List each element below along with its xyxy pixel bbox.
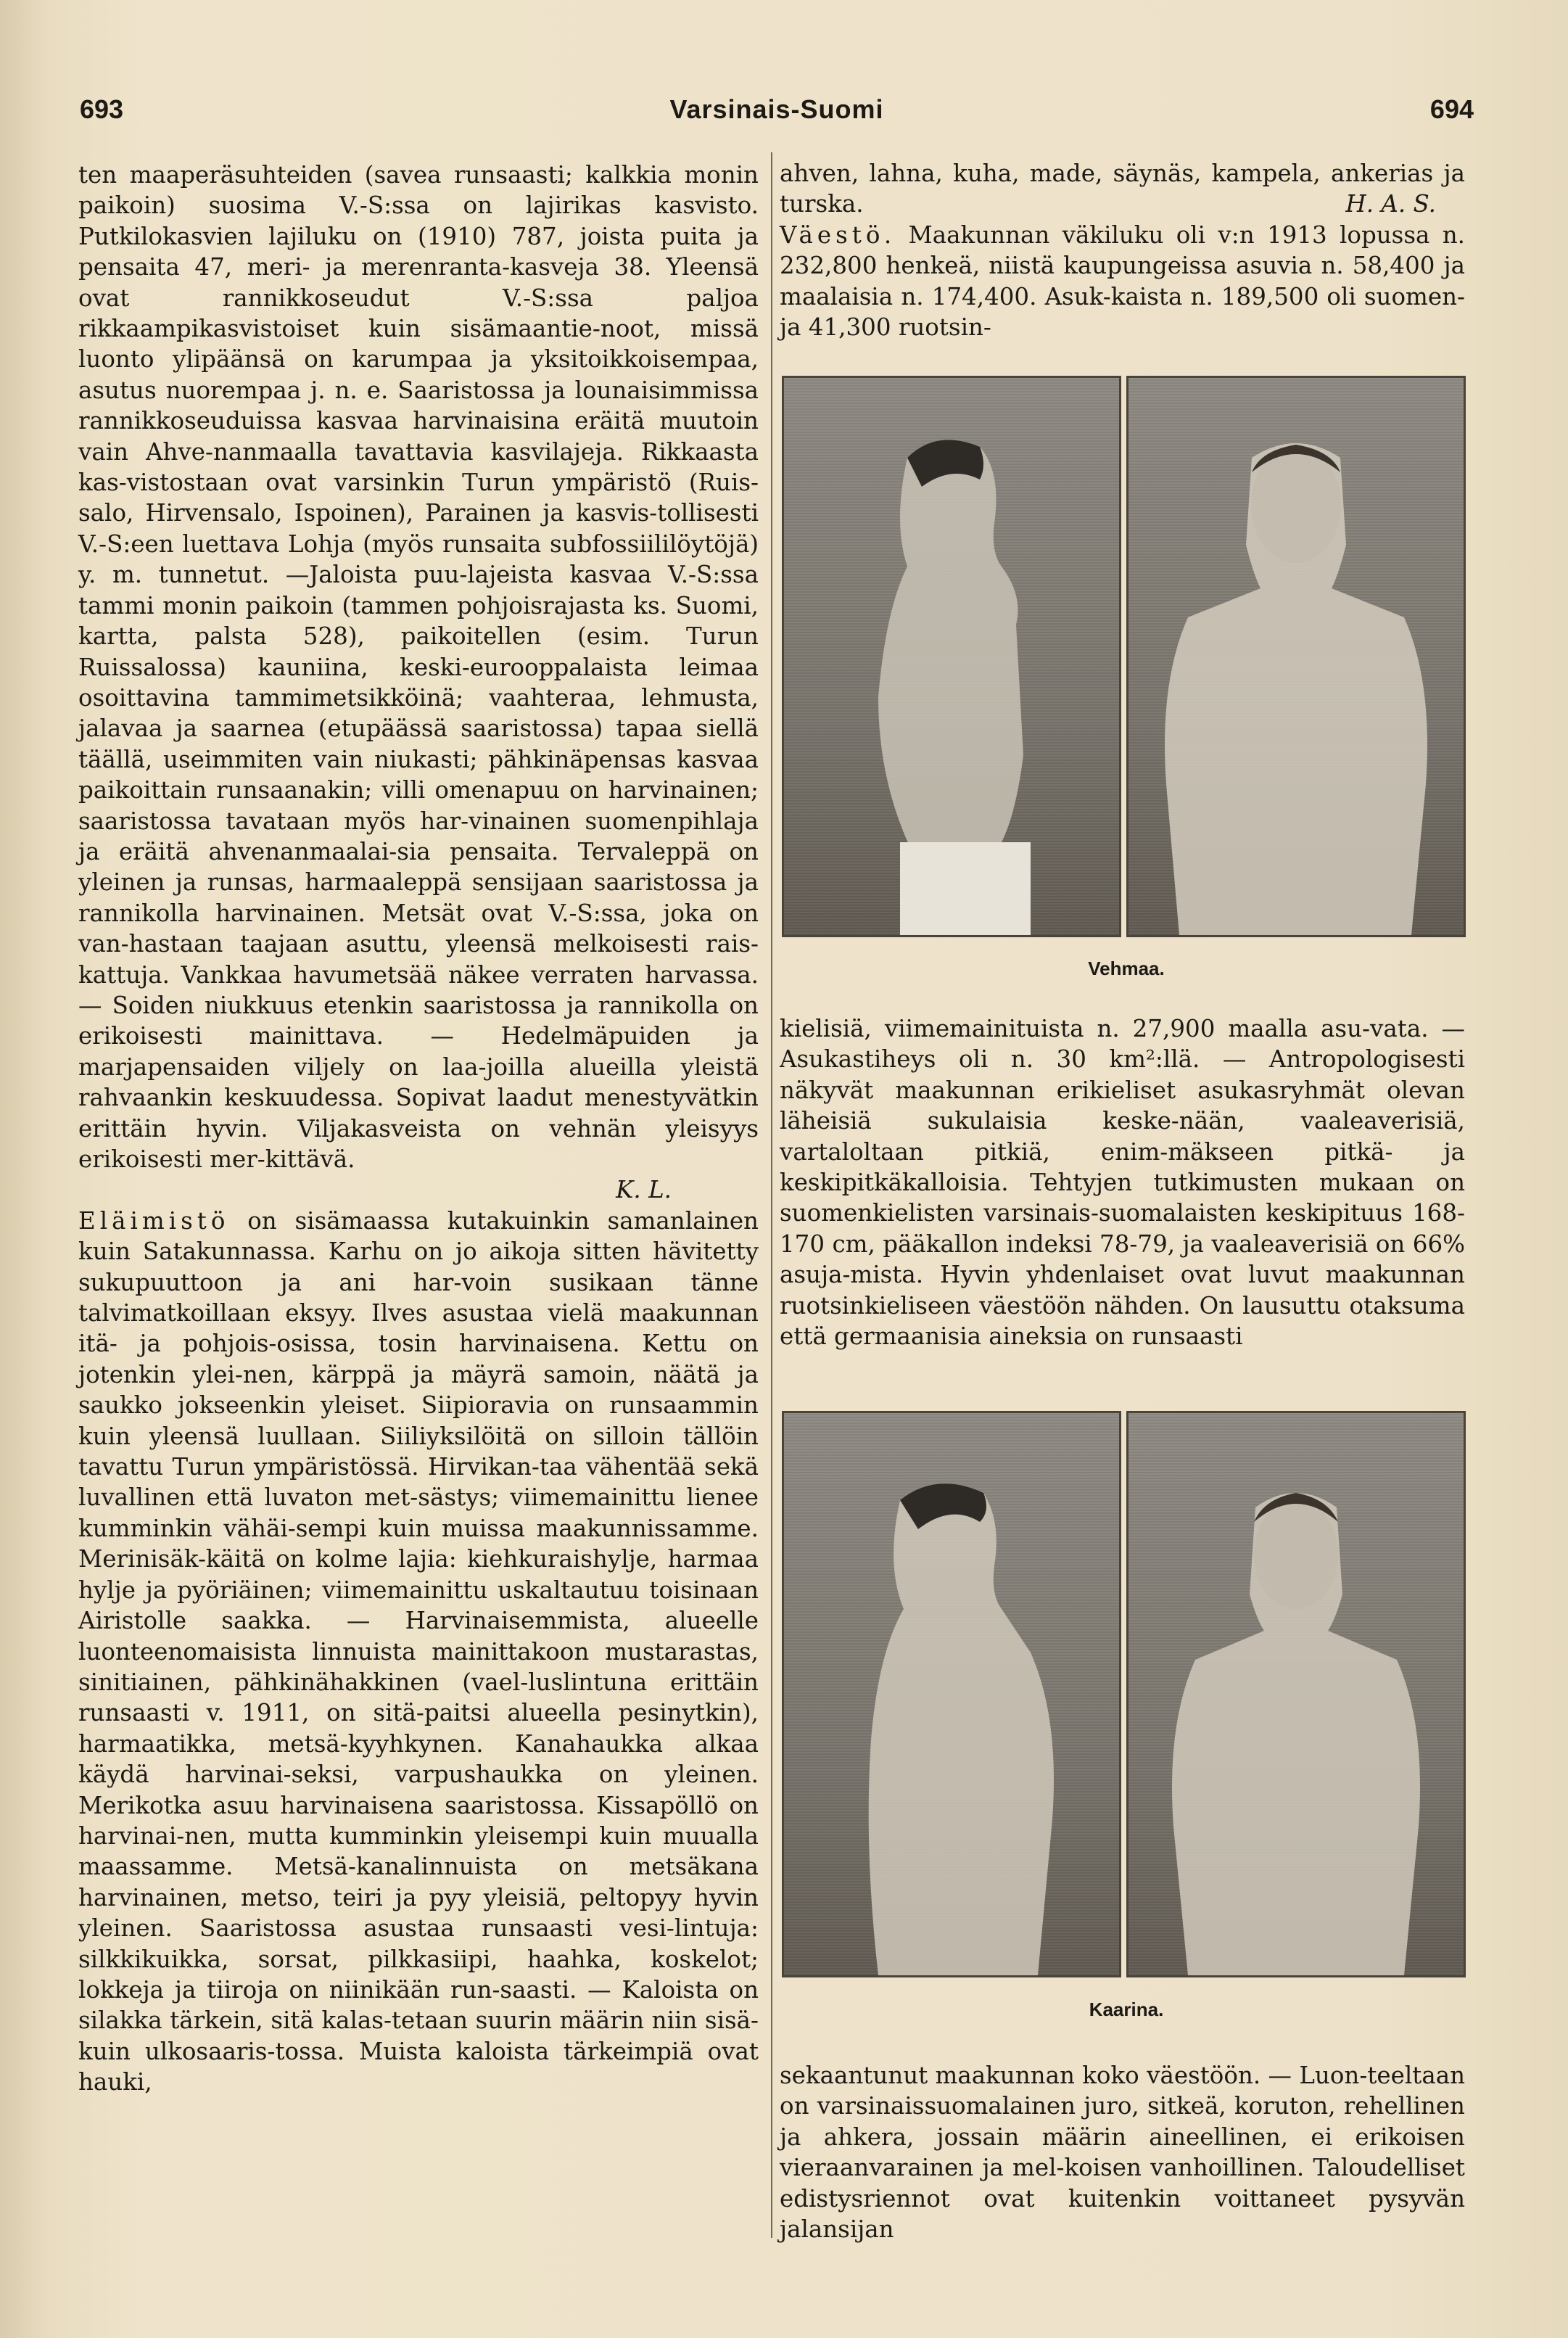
column-divider <box>771 152 772 2238</box>
photo-vehmaa-profile <box>782 376 1121 937</box>
photo-kaarina-profile <box>782 1411 1121 1977</box>
caption-kaarina: Kaarina. <box>1089 1999 1164 2020</box>
anthropology-paragraph: kielisiä, viimemainituista n. 27,900 maalla asu-vata. — Asukastiheys oli n. 30 km²:llä. — Antropologisesti näkyvät maakunnan erikieliset asukasryhmät olevan läheisiä sukulaisia keske-nään, vaaleaverisiä, vartaloltaan pitkiä, enim-mäkseen pitkä- ja keskipitkäkalloisia. Tehtyjen tutkimusten mukaan on suomenkielisten varsinais-suomalaisten keskipituus 168-170 cm, pääkallon indeksi 78-79, ja vaaleaverisiä on 66% asuja-mista. Hyvin yhdenlaiset ovat luvut maakunnan ruotsinkieliseen väestöön nähden. On lausuttu otaksuma että germaanisia aineksia on runsaasti <box>780 1015 1465 1351</box>
page-title: Varsinais-Suomi <box>669 94 884 124</box>
caption-vehmaa: Vehmaa. <box>1088 958 1165 979</box>
population-text: Maakunnan väkiluku oli v:n 1913 lopussa n. 232,800 henkeä, niistä kaupungeissa asuvia n. 58,400 ja maalaisia n. 174,400. Asuk-kaista n. 189,500 oli suomen- ja 41,300 ruotsin- <box>780 221 1465 342</box>
section-heading-population: Väestö. <box>780 221 896 249</box>
character-paragraph: sekaantunut maakunnan koko väestöön. — Luon-teeltaan on varsinaissuomalainen juro, sitkeä, koruton, rehellinen ja ahkera, jossain määrin aineellinen, ei erikoisen vieraanvarainen ja mel-koisen vanhoillinen. Taloudelliset edistysriennot ovat kuitenkin voittaneet pysyvän jalansijan <box>780 2062 1466 2244</box>
profile-silhouette-2 <box>784 1413 1119 1975</box>
page-number-right: 694 <box>1429 94 1474 124</box>
fish-text: ahven, lahna, kuha, made, säynäs, kampela, ankerias ja turska. <box>780 160 1465 218</box>
right-column-bottom <box>780 2060 1465 2244</box>
profile-silhouette <box>784 378 1119 935</box>
front-silhouette <box>1128 378 1464 935</box>
signature-kl: K. L. <box>616 1176 672 1204</box>
front-silhouette-2 <box>1128 1413 1464 1975</box>
fish-paragraph <box>780 158 1465 220</box>
page-header <box>80 94 1474 138</box>
population-paragraph <box>780 220 1465 343</box>
fauna-paragraph <box>78 1206 759 2098</box>
right-column-middle <box>780 1013 1465 1351</box>
page-number-left: 693 <box>80 94 124 124</box>
fauna-text: on sisämaassa kutakuinkin samanlainen kuin Satakunnassa. Karhu on jo aikoja sitten hävitetty sukupuuttoon ja ani har-voin susikaan tänne talvimatkoillaan eksyy. Ilves asustaa vielä maakunnan itä- ja pohjois-osissa, tosin harvinaisena. Kettu on jotenkin ylei-nen, kärppä ja mäyrä samoin, näätä ja saukko jokseenkin yleiset. Siipioravia on runsaammin kuin yleensä luullaan. Siiliyksilöitä on silloin tällöin tavattu Turun ympäristössä. Hirvikan-taa vähentää sekä luvallinen että luvaton met-sästys; viimemainittu lienee kumminkin vähäi-sempi kuin muissa maakunnissamme. Merinisäk-käitä on kolme lajia: kiehkuraishylje, harmaa hylje ja pyöriäinen; viimemainittu uskaltautuu toisinaan Airistolle saakka. — Harvinaisemmista, alueelle luonteenomaisista linnuista mainittakoon mustarastas, sinitiainen, pähkinähakkinen (vael-luslintuna erittäin runsaasti v. 1911, on sitä-paitsi alueella pesinytkin), harmaatikka, metsä-kyyhkynen. Kanahaukka alkaa käydä harvinai-seksi, varpushaukka on yleinen. Merikotka asuu harvinaisena saaristossa. Kissapöllö on harvinai-nen, mutta kumminkin yleisempi kuin muualla maassamme. Metsä-kanalinnuista on metsäkana harvinainen, metso, teiri ja pyy yleisiä, peltopyy hyvin yleinen. Saaristossa asustaa runsaasti vesi-lintuja: silkkikuikka, sorsat, pilkkasiipi, haahka, koskelot; lokkeja ja tiiroja on niinikään run-saasti. — Kaloista on silakka tärkein, sitä kalas-tetaan suurin määrin niin sisä- kuin ulkosaaris-tossa. Muista kaloista tärkeimpiä ovat hauki, <box>78 1206 759 2096</box>
photo-vehmaa-front <box>1126 376 1466 937</box>
section-heading-fauna: Eläimistö <box>78 1206 230 1235</box>
left-column <box>78 160 759 2098</box>
flora-paragraph: ten maaperäsuhteiden (savea runsaasti; kalkkia monin paikoin) suosima V.-S:ssa on lajirikas kasvisto. Putkilokasvien lajiluku on (1910) 787, joista puita ja pensaita 47, meri- ja merenranta-kasveja 38. Yleensä ovat rannikkoseudut V.-S:ssa paljoa rikkaampikasvistoiset kuin sisämaantie-noot, missä luonto ylipäänsä on karumpaa ja yksitoikkoisempaa, asutus nuorempaa j. n. e. Saaristossa ja lounaisimmissa rannikkoseuduissa kasvaa harvinaisina eräitä muutoin vain Ahve-nanmaalla tavattavia kasvilajeja. Rikkaasta kas-vistostaan ovat varsinkin Turun ympäristö (Ruis-salo, Hirvensalo, Ispoinen), Parainen ja kasvis-tollisesti V.-S:een luettava Lohja (myös runsaita subfossiililöytöjä) y. m. tunnetut. —Jaloista puu-lajeista kasvaa V.-S:ssa tammi monin paikoin (tammen pohjoisrajasta ks. Suomi, kartta, palsta 528), paikoitellen (esim. Turun Ruissalossa) kauniina, keski-eurooppalaista leimaa osoittavina tammimetsikköinä; vaahteraa, lehmusta, jalavaa ja saarnea (etupäässä saaristossa) tapaa siellä täällä, useimmiten vain niukasti; pähkinäpensas kasvaa paikoittain runsaanakin; villi omenapuu on harvinainen; saaristossa tavataan myös har-vinainen suomenpihlaja ja eräitä ahvenanmaalai-sia pensaita. Tervaleppä on yleinen ja runsas, harmaaleppä sensijaan saaristossa ja rannikolla harvinainen. Metsät ovat V.-S:ssa, joka on van-hastaan taajaan asuttu, yleensä melkoisesti rais-kattuja. Vankkaa havumetsää näkee verraten harvassa. — Soiden niukkuus etenkin saaristossa ja rannikolla on erikoisesti mainittava. — Hedelmäpuiden ja marjapensaiden viljely on laa-joilla alueilla yleistä rahvaankin keskuudessa. Sopivat laadut menestyvätkin erittäin hyvin. Viljakasveista on vehnän yleisyys erikoisesti mer-kittävä. <box>78 161 759 1173</box>
right-column-top <box>780 158 1465 342</box>
photo-kaarina-front <box>1126 1411 1466 1977</box>
signature-has: H. A. S. <box>1345 190 1436 218</box>
